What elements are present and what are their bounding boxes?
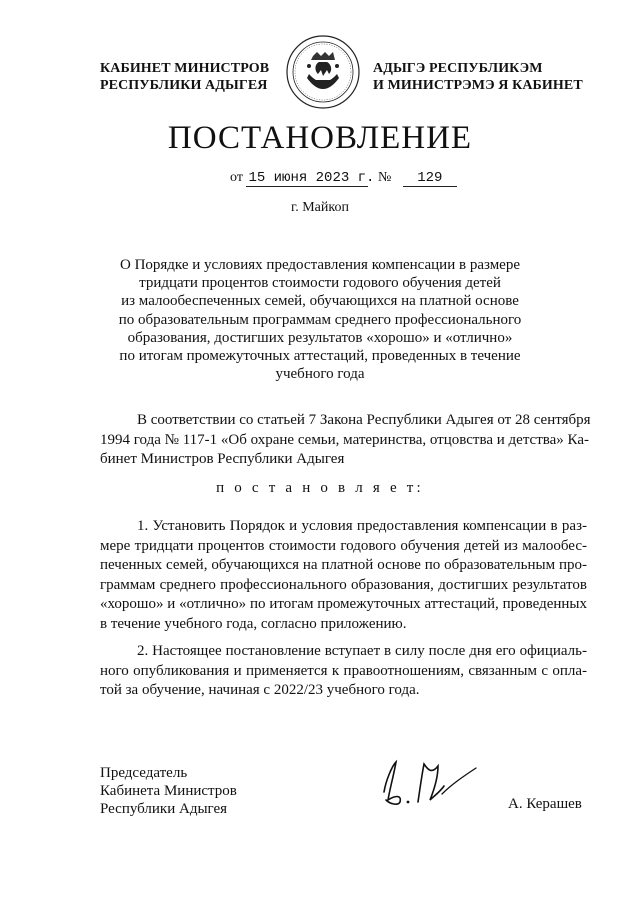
handwritten-signature-icon [372, 752, 482, 812]
paragraph-line: В соответствии со статьей 7 Закона Республики Адыгея от 28 сентября [137, 412, 591, 428]
city: г. Майкоп [291, 200, 349, 215]
coat-of-arms-icon [285, 34, 361, 110]
subject-line: О Порядке и условиях предоставления компенсации в размере [119, 257, 520, 273]
paragraph-line: в течение учебного года, согласно приложению. [100, 615, 407, 632]
resolves-heading: п о с т а н о в л я е т: [216, 480, 424, 496]
header-left [100, 60, 269, 94]
paragraph-line: 1994 года № 117-1 «Об охране семьи, материнства, отцовства и детства» Ка- [100, 431, 590, 448]
subject-line: по образовательным программам среднего профессионального [118, 311, 522, 328]
document-subject [100, 256, 540, 383]
subject-line: тридцати процентов стоимости годового обучения детей [139, 275, 501, 292]
position-line: Кабинета Министров [100, 783, 237, 799]
position-line: Республики Адыгея [100, 801, 228, 817]
item-1-paragraph [100, 517, 587, 634]
document-title: ПОСТАНОВЛЕНИЕ [167, 120, 473, 156]
from-label: от [230, 170, 243, 185]
position-line: Председатель [100, 765, 188, 781]
intro-paragraph [100, 411, 591, 470]
header-left-line: РЕСПУБЛИКИ АДЫГЕЯ [100, 78, 268, 93]
paragraph-line: граммам среднего профессионального образования, достигших результатов [100, 576, 587, 593]
document-number: 129 [403, 170, 457, 187]
header-left-line: КАБИНЕТ МИНИСТРОВ [100, 61, 270, 76]
paragraph-line: бинет Министров Республики Адыгея [100, 451, 345, 467]
paragraph-line: той за обучение, начиная с 2022/23 учебного года. [100, 682, 420, 698]
paragraph-line: мере тридцати процентов стоимости годового обучения детей из малообес- [100, 537, 587, 554]
item-2-paragraph [100, 642, 587, 701]
subject-line: учебного года [275, 366, 365, 383]
paragraph-line: ного опубликования и применяется к правоотношениям, связанным с опла- [100, 662, 587, 679]
header-right-line: АДЫГЭ РЕСПУБЛИКЭМ [373, 61, 543, 76]
subject-line: образования, достигших результатов «хорошо» и «отлично» [127, 329, 513, 346]
paragraph-line: 2. Настоящее постановление вступает в силу после дня его официаль- [137, 643, 587, 659]
signatory-position [100, 764, 237, 818]
header-right [373, 60, 583, 94]
paragraph-line: печенных семей, обучающихся на платной основе по образовательным про- [100, 557, 587, 573]
paragraph-line: «хорошо» и «отлично» по итогам промежуточных аттестаций, проведенных [100, 596, 587, 612]
subject-line: по итогам промежуточных аттестаций, проведенных в течение [119, 348, 521, 365]
signer-name: А. Керашев [508, 796, 582, 812]
document-date: 15 июня 2023 г. [248, 170, 375, 186]
header-right-line: И МИНИСТРЭМЭ Я КАБИНЕТ [373, 78, 583, 93]
dateline [230, 170, 457, 187]
paragraph-line: 1. Установить Порядок и условия предоставления компенсации в раз- [137, 518, 587, 534]
number-sign: № [377, 170, 392, 185]
subject-line: из малообеспеченных семей, обучающихся на платной основе [121, 293, 519, 310]
